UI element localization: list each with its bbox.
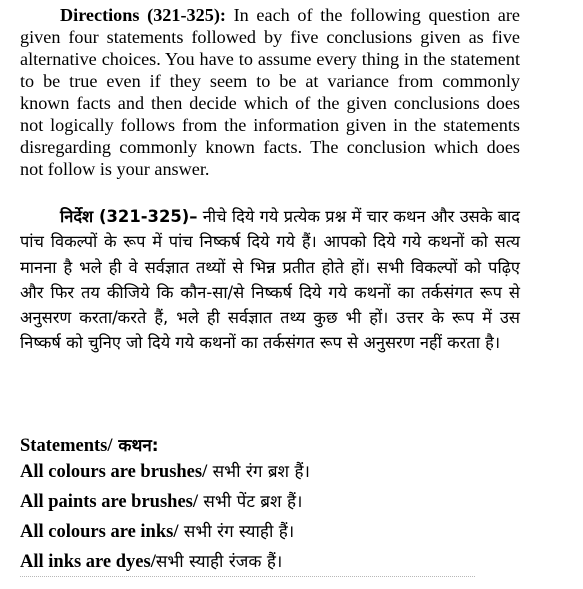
directions-hindi-text: नीचे दिये गये प्रत्येक प्रश्न में चार कथन और उसके बाद पांच विकल्पों के रूप में पांच निष्कर्ष दिये गये हैं। आपको दिये गये कथनों को सत्य मानना है भले ही वे सर्वज्ञात तथ्यों से भिन्न प्रतीत होते हों। सभी विकल्पों को पढ़िए और फिर तय कीजिये कि कौन-सा/से निष्कर्ष दिये गये कथनों का तर्कसंगत रूप से अनुसरण करता/करते हैं, भले ही सर्वज्ञात तथ्य कुछ भी हों। उत्तर के रूप में उस निष्कर्ष को चुनिए जो दिये गये कथनों का तर्कसंगत रूप से अनुसरण नहीं करता है। xyxy=(20,207,520,353)
directions-english-text: In each of the following question are given four statements followed by five conclusions given as five alternative choices. You have to assume every thing in the statement to be true even if they seem to be at variance from commonly known facts and then decide which of the given conclusions does not logically follows from the information given in the statements disregarding commonly known facts. The conclusion which does not follow is your answer. xyxy=(20,5,521,179)
statement-3 xyxy=(20,520,560,544)
directions-english-label: Directions (321-325): xyxy=(60,5,226,25)
statement-4-en: All inks are dyes/ xyxy=(20,552,156,572)
statement-2-en: All paints are brushes/ xyxy=(20,492,199,512)
directions-hindi xyxy=(20,204,520,356)
statements-heading xyxy=(20,434,540,458)
statement-1 xyxy=(20,460,560,484)
statements-heading-en: Statements/ xyxy=(20,436,113,456)
statement-1-en: All colours are brushes/ xyxy=(20,462,208,482)
statement-3-en: All colours are inks/ xyxy=(20,522,179,542)
statement-3-hi: सभी रंग स्याही हैं। xyxy=(178,522,295,542)
dotted-divider xyxy=(20,576,475,577)
statements-heading-hi: कथन: xyxy=(112,436,159,456)
statement-2 xyxy=(20,490,560,514)
directions-hindi-label: निर्देश (321-325)– xyxy=(60,207,198,226)
statement-1-hi: सभी रंग ब्रश हैं। xyxy=(207,462,310,482)
statement-2-hi: सभी पेंट ब्रश हैं। xyxy=(198,492,303,512)
directions-english xyxy=(20,4,520,180)
statement-4 xyxy=(20,550,560,574)
statement-4-hi: सभी स्याही रंजक हैं। xyxy=(155,552,283,572)
